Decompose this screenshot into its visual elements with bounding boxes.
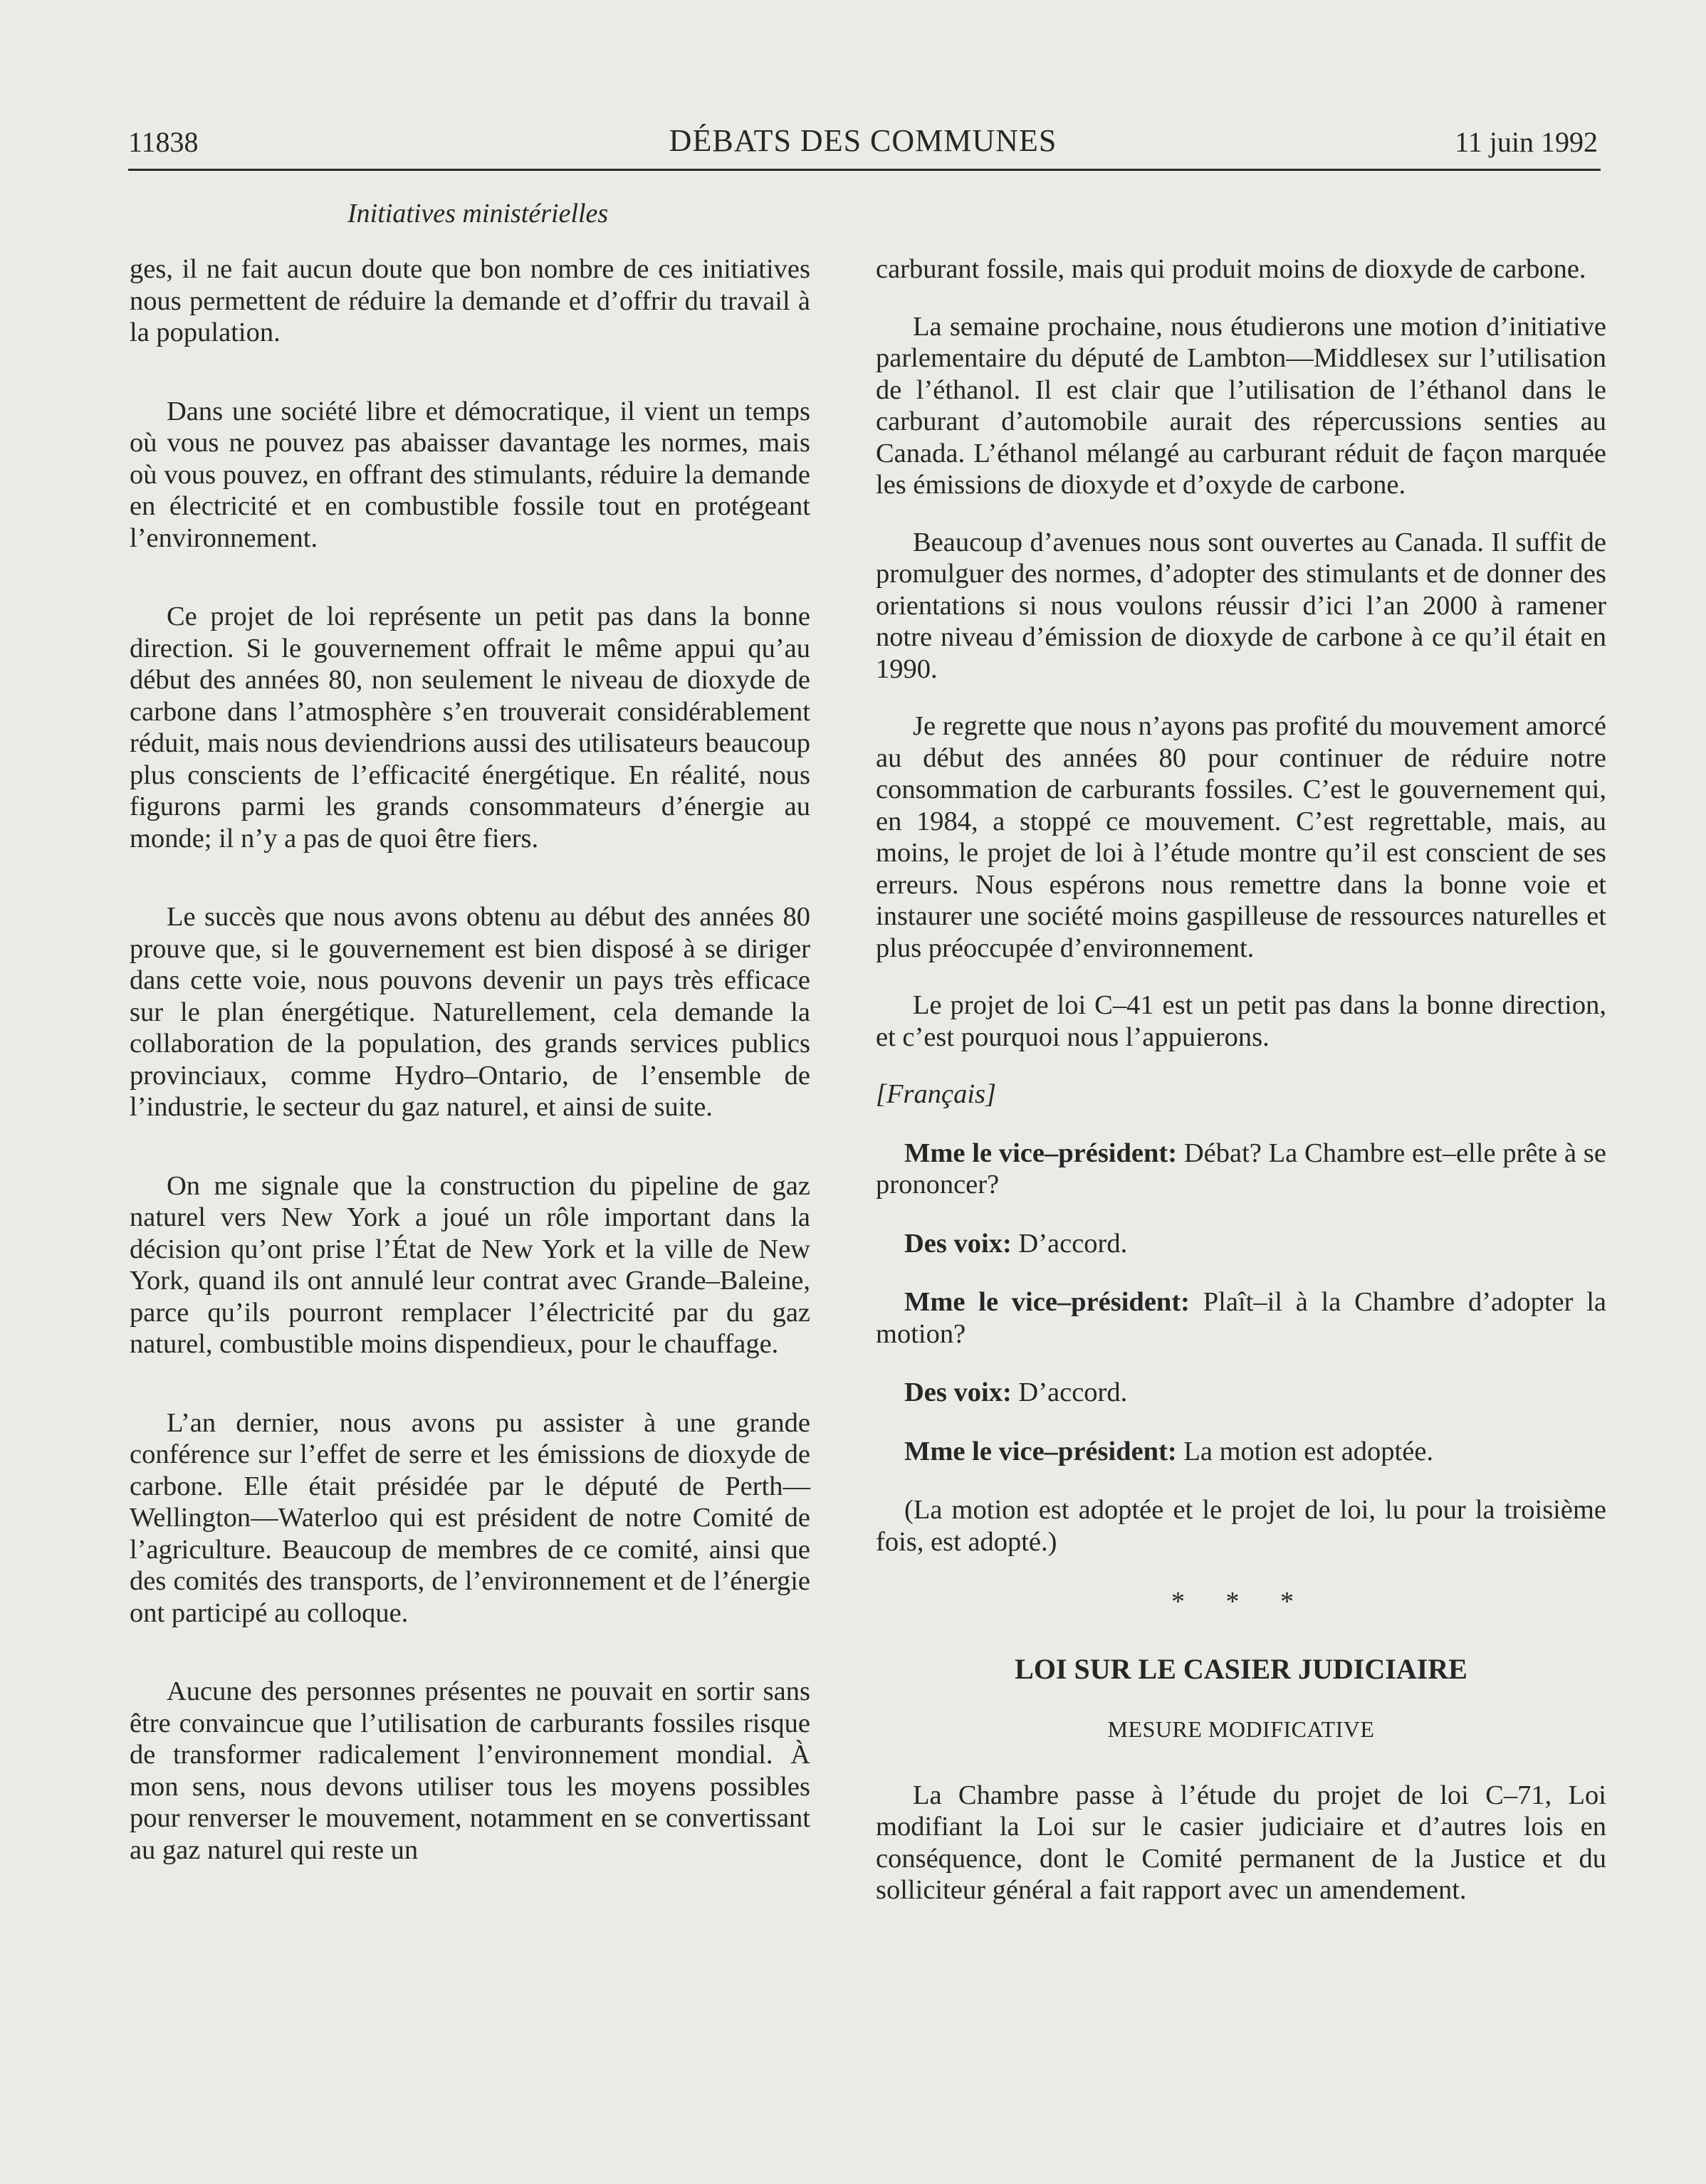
left-column (130, 253, 810, 1913)
paragraph: Dans une société libre et démocratique, il vient un temps où vous ne pouvez pas abaisser davantage les normes, mais où vous pouvez, en offrant des stimulants, réduire la demande en électricité et en combustible fossile tout en protégeant l’environnement. (130, 396, 810, 553)
speech-line (876, 1436, 1606, 1468)
paragraph: carburant fossile, mais qui produit moins de dioxyde de carbone. (876, 254, 1586, 284)
motion-outcome: (La motion est adoptée et le projet de loi, lu pour la troisième fois, est adopté.) (876, 1495, 1606, 1557)
section-title: Initiatives ministérielles (347, 199, 609, 229)
paragraph: Beaucoup d’avenues nous sont ouvertes au Canada. Il suffit de promulguer des normes, d’adopter des stimulants et de donner des orientations si nous voulons réussir d’ici l’an 2000 à ramener notre niveau d’émission de dioxyde de carbone à ce qu’il était en 1990. (876, 527, 1606, 684)
paragraph: Le projet de loi C–41 est un petit pas dans la bonne direction, et c’est pourquoi nous l’appuierons. (876, 990, 1606, 1052)
paragraph: Ce projet de loi représente un petit pas dans la bonne direction. Si le gouvernement offrait le même appui qu’au début des années 80, non seulement le niveau de dioxyde de carbone dans l’atmosphère s’en trouverait considérablement réduit, mais nous deviendrions aussi des utilisateurs beaucoup plus conscients de l’efficacité énergétique. En réalité, nous figurons parmi les grands consommateurs d’énergie au monde; il n’y a pas de quoi être fiers. (130, 602, 810, 854)
running-header (128, 120, 1598, 169)
page-date: 11 juin 1992 (1455, 126, 1598, 158)
bill-heading: LOI SUR LE CASIER JUDICIAIRE (1015, 1652, 1467, 1685)
speech-text: Plaît–il à la Chambre d’adopter la motion? (876, 1287, 1606, 1349)
speaker-name: Des voix: (904, 1377, 1012, 1407)
speech-line (876, 1228, 1606, 1260)
paragraph: On me signale que la construction du pipeline de gaz naturel vers New York a joué un rôle important dans la décision qu’ont prise l’État de New York et la ville de New York, quand ils ont annulé leur contrat avec Grande–Baleine, parce qu’ils pourront remplacer l’électricité par du gaz naturel, combustible moins dispendieux, pour le chauffage. (130, 1170, 810, 1359)
speaker-name: Des voix: (904, 1228, 1012, 1259)
speaker-name: Mme le vice–président: (904, 1287, 1190, 1317)
page-number: 11838 (128, 126, 199, 158)
speech-line (876, 1377, 1606, 1409)
language-tag: [Français] (876, 1079, 996, 1109)
speaker-name: Mme le vice–président: (904, 1138, 1178, 1168)
paragraph: Le succès que nous avons obtenu au début des années 80 prouve que, si le gouvernement est bien disposé à se diriger dans cette voie, nous pouvons devenir un pays très efficace sur le plan énergétique. Naturellement, cela demande la collaboration de la population, des grands services publics provinciaux, comme Hydro–Ontario, de l’ensemble de l’industrie, le secteur du gaz naturel, et ainsi de suite. (130, 902, 810, 1122)
paragraph: Je regrette que nous n’ayons pas profité du mouvement amorcé au début des années 80 pour continuer de réduire notre consommation de carburants fossiles. C’est le gouvernement qui, en 1984, a stoppé ce mouvement. C’est regrettable, mais, au moins, le projet de loi à l’étude montre qu’il est conscient de ses erreurs. Nous espérons nous remettre dans la bonne voie et instaurer une société moins gaspilleuse de ressources naturelles et plus préoccupée d’environnement. (876, 711, 1606, 963)
speech-text: D’accord. (1011, 1377, 1128, 1407)
header-rule (128, 169, 1601, 171)
right-column (876, 253, 1606, 1953)
bill-subheading: MESURE MODIFICATIVE (1107, 1716, 1375, 1742)
paragraph: Aucune des personnes présentes ne pouvait en sortir sans être convaincue que l’utilisation de carburants fossiles risque de transformer radicalement l’environnement mondial. À mon sens, nous devons utiliser tous les moyens possibles pour renverser le mouvement, notamment en se convertissant au gaz naturel qui reste un (130, 1676, 810, 1865)
speech-line (876, 1138, 1606, 1201)
paragraph: La semaine prochaine, nous étudierons une motion d’initiative parlementaire du député de Lambton—Middlesex sur l’utilisation de l’éthanol. Il est clair que l’utilisation de l’éthanol dans le carburant d’automobile aurait des répercussions senties au Canada. L’éthanol mélangé au carburant réduit de façon marquée les émissions de dioxyde et d’oxyde de carbone. (876, 311, 1606, 500)
speech-line (876, 1286, 1606, 1350)
paragraph: ges, il ne fait aucun doute que bon nombre de ces initiatives nous permettent de réduire la demande et d’offrir du travail à la population. (130, 254, 810, 347)
speaker-name: Mme le vice–président: (904, 1436, 1177, 1466)
speech-text: La motion est adoptée. (1176, 1436, 1434, 1466)
speech-text: D’accord. (1011, 1228, 1128, 1259)
speech-text: Débat? La Chambre est–elle prête à se prononcer? (876, 1138, 1606, 1199)
publication-title: DÉBATS DES COMMUNES (669, 123, 1057, 158)
paragraph: La Chambre passe à l’étude du projet de loi C–71, Loi modifiant la Loi sur le casier judiciaire et d’autres lois en conséquence, dont le Comité permanent de la Justice et du solliciteur général a fait rapport avec un amendement. (876, 1780, 1606, 1905)
paragraph: L’an dernier, nous avons pu assister à une grande conférence sur l’effet de serre et les émissions de dioxyde de carbone. Elle était présidée par le député de Perth—Wellington—Waterloo qui est président de notre Comité de l’agriculture. Beaucoup de membres de ce comité, ainsi que des comités des transports, de l’environnement et de l’énergie ont participé au colloque. (130, 1407, 810, 1628)
section-separator: * * * (1171, 1587, 1311, 1617)
